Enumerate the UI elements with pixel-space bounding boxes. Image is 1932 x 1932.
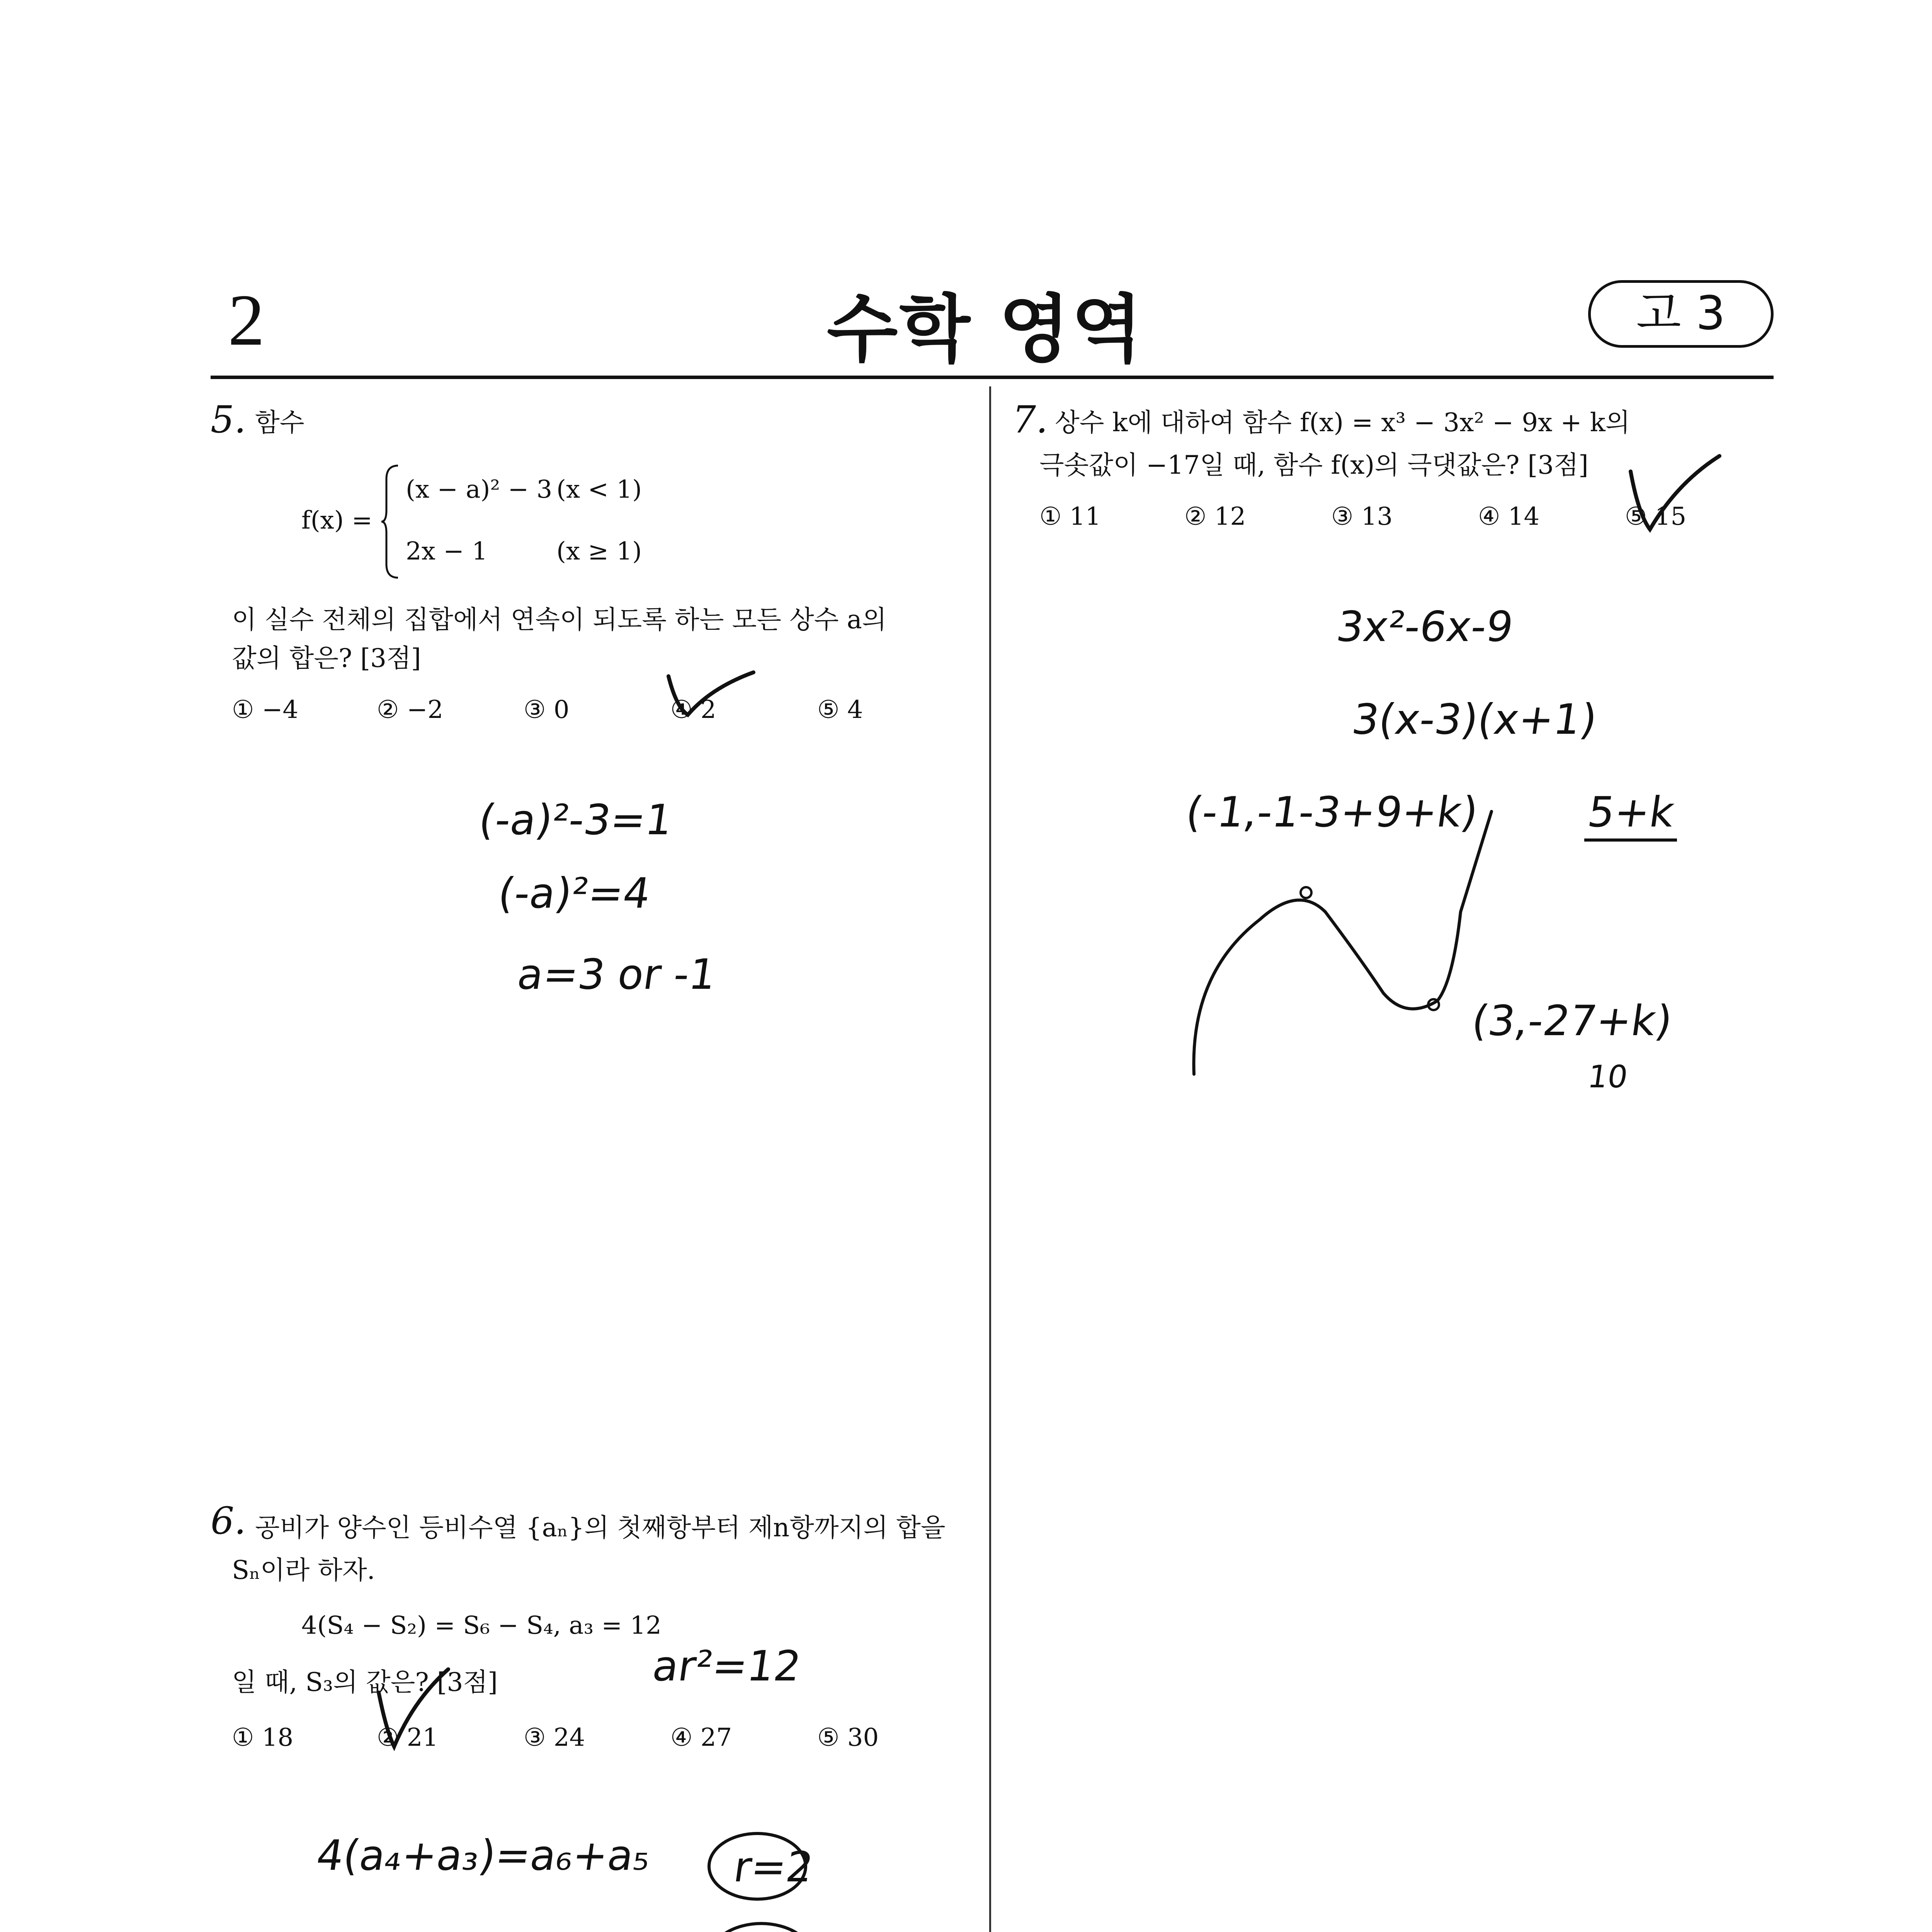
q6-line3: 일 때, S₃의 값은? [3점] [232, 1667, 498, 1697]
q5-work-3: a=3 or -1 [514, 951, 719, 999]
column-divider [989, 386, 991, 1932]
q5-number: 5. [211, 398, 246, 441]
q5-case2: 2x − 1 [406, 537, 488, 566]
q7-choice-4[interactable]: ④ 14 [1478, 502, 1540, 531]
q7-line1: 상수 k에 대하여 함수 f(x) = x³ − 3x² − 9x + k의 [1055, 408, 1630, 437]
q6-work-1: 4(a₄+a₃)=a₆+a₅ [313, 1832, 654, 1880]
q6-choice-5[interactable]: ⑤ 30 [817, 1723, 879, 1752]
q6-choice-1[interactable]: ① 18 [232, 1723, 294, 1752]
q5-work-2: (-a)²=4 [495, 869, 653, 918]
q7-work-1: 3x²-6x-9 [1333, 603, 1516, 651]
q7-line2: 극솟값이 −17일 때, 함수 f(x)의 극댓값은? [3점] [1039, 450, 1588, 480]
q6-circle-r [703, 1828, 811, 1905]
q7-checkmark-icon [1623, 448, 1723, 537]
q5-cond2: (x ≥ 1) [556, 537, 642, 566]
q5-choice-3[interactable]: ③ 0 [524, 696, 570, 724]
header-rule [211, 376, 1774, 379]
page-title: 수학 영역 [827, 287, 1144, 372]
q6-checkmark-icon [371, 1662, 456, 1754]
q7-work-max: (-1,-1-3+9+k) [1183, 788, 1481, 837]
q5-choice-4[interactable]: ④ 2 [670, 696, 716, 724]
q5-line2: 값의 합은? [3점] [232, 643, 421, 673]
q7-choice-3[interactable]: ③ 13 [1331, 502, 1393, 531]
q5-checkmark-icon [665, 665, 757, 726]
q7-work-2: 3(x-3)(x+1) [1349, 696, 1600, 744]
q5-brace [381, 464, 404, 580]
q7-choice-1[interactable]: ① 11 [1039, 502, 1101, 531]
grade-badge: 고 3 [1588, 280, 1774, 348]
q7-work-ten: 10 [1585, 1059, 1630, 1095]
q5-case1: (x − a)² − 3 [406, 475, 553, 504]
q5-work-1: (-a)²-3=1 [476, 796, 676, 844]
page-number: 2 [228, 280, 265, 361]
q5-choice-2[interactable]: ② −2 [377, 696, 444, 724]
q5-lead: 함수 [255, 408, 304, 437]
q5-choice-5[interactable]: ⑤ 4 [817, 696, 863, 724]
q5-fx: f(x) = [301, 506, 372, 535]
q6-equation: 4(S₄ − S₂) = S₆ − S₄, a₃ = 12 [301, 1611, 662, 1640]
q7-work-min: (3,-27+k) [1469, 997, 1675, 1045]
q6-work-given: ar²=12 [650, 1642, 804, 1690]
q6-choice-2[interactable]: ② 21 [377, 1723, 439, 1752]
q7-work-value: 5+k [1585, 788, 1677, 837]
q7-choice-2[interactable]: ② 12 [1184, 502, 1246, 531]
q7-cubic-sketch [1182, 796, 1511, 1090]
q5-cond1: (x < 1) [556, 475, 642, 504]
q7-number: 7. [1012, 398, 1048, 441]
q6-circle-a [703, 1917, 819, 1932]
q6-line1: 공비가 양수인 등비수열 {aₙ}의 첫째항부터 제n항까지의 합을 [255, 1513, 946, 1543]
q6-number: 6. [211, 1499, 246, 1543]
q5-line1: 이 실수 전체의 집합에서 연속이 되도록 하는 모든 상수 a의 [232, 605, 887, 634]
q6-choice-4[interactable]: ④ 27 [670, 1723, 732, 1752]
q6-choice-3[interactable]: ③ 24 [524, 1723, 585, 1752]
q5-choice-1[interactable]: ① −4 [232, 696, 299, 724]
q7-choice-5[interactable]: ⑤ 15 [1625, 502, 1687, 531]
q6-work-r: r=2 [731, 1843, 816, 1891]
q7-value-underline [1584, 838, 1677, 842]
q6-line2: Sₙ이라 하자. [232, 1555, 375, 1585]
